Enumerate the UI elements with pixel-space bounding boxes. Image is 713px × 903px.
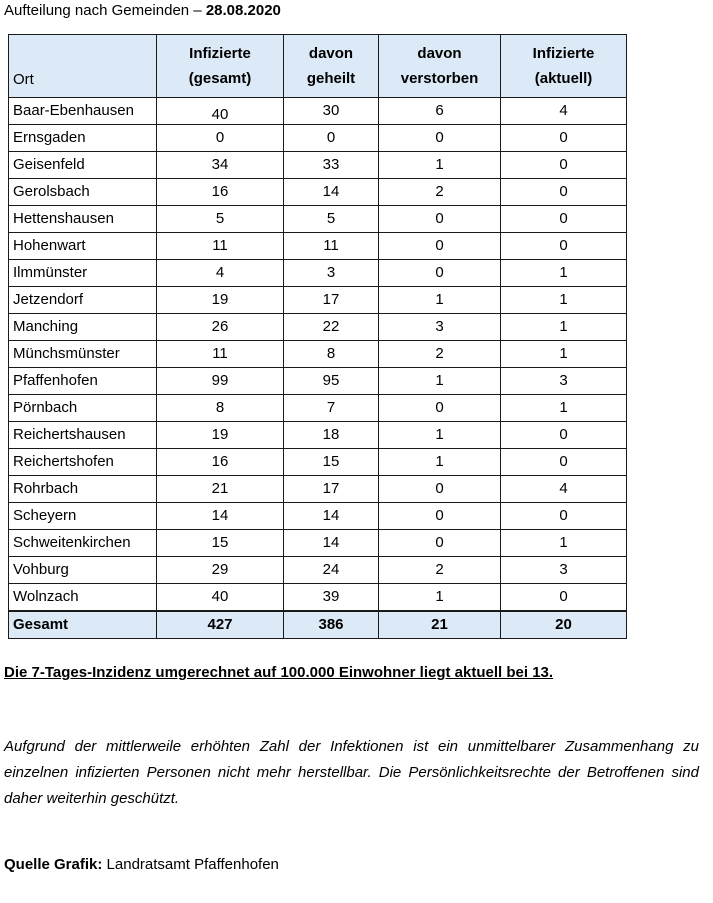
cell-geheilt: 22 [284,314,379,341]
header-line: (gesamt) [188,70,252,87]
table-row [9,152,627,179]
cell-geheilt: 24 [284,557,379,584]
cell-gesamt: 19 [157,422,284,449]
cell-gesamt: 26 [157,314,284,341]
cell-geheilt: 17 [284,287,379,314]
table-header-row [9,35,627,98]
cell-geheilt: 39 [284,584,379,612]
total-label: Gesamt [9,611,157,639]
table-row [9,368,627,395]
header-davon-geheilt [284,35,379,98]
cell-ort: Hohenwart [9,233,157,260]
cell-verstorben: 0 [379,395,501,422]
cell-geheilt: 14 [284,179,379,206]
heading-date: 28.08.2020 [205,2,281,19]
cell-gesamt: 0 [157,125,284,152]
cell-gesamt: 29 [157,557,284,584]
cell-geheilt: 15 [284,449,379,476]
table-total-row [9,611,627,639]
cell-ort: Jetzendorf [9,287,157,314]
cell-verstorben: 2 [379,179,501,206]
cell-aktuell: 0 [501,503,627,530]
cell-aktuell: 0 [501,449,627,476]
cell-verstorben: 0 [379,206,501,233]
cell-gesamt: 21 [157,476,284,503]
cell-gesamt: 16 [157,449,284,476]
infection-table [8,34,627,639]
table-row [9,206,627,233]
header-line: verstorben [400,70,479,87]
cell-ort: Reichertshausen [9,422,157,449]
cell-ort: Wolnzach [9,584,157,612]
source-label: Quelle Grafik: [4,856,103,873]
table-row [9,476,627,503]
cell-ort: Pfaffenhofen [9,368,157,395]
cell-geheilt: 30 [284,98,379,125]
incidence-statement: Die 7-Tages-Inzidenz umgerechnet auf 100.000 Einwohner liegt aktuell bei 13. [4,664,554,681]
cell-geheilt: 33 [284,152,379,179]
source-value: Landratsamt Pfaffenhofen [102,856,279,873]
cell-geheilt: 11 [284,233,379,260]
cell-geheilt: 8 [284,341,379,368]
cell-gesamt: 4 [157,260,284,287]
cell-aktuell: 3 [501,368,627,395]
cell-ort: Pörnbach [9,395,157,422]
cell-verstorben: 3 [379,314,501,341]
table-row [9,98,627,125]
header-line: geheilt [306,70,356,87]
cell-gesamt: 14 [157,503,284,530]
cell-gesamt: 16 [157,179,284,206]
cell-aktuell: 4 [501,98,627,125]
cell-verstorben: 1 [379,449,501,476]
cell-geheilt: 5 [284,206,379,233]
cell-aktuell: 0 [501,584,627,612]
table-row [9,449,627,476]
cell-ort: Scheyern [9,503,157,530]
cell-aktuell: 0 [501,152,627,179]
cell-gesamt: 40 [157,584,284,612]
header-line: davon [308,45,354,62]
header-infizierte-gesamt [157,35,284,98]
table-row [9,422,627,449]
table-row [9,584,627,612]
cell-ort: Schweitenkirchen [9,530,157,557]
page-heading [4,2,281,20]
cell-ort: Ernsgaden [9,125,157,152]
cell-gesamt: 15 [157,530,284,557]
header-infizierte-aktuell [501,35,627,98]
cell-ort: Geisenfeld [9,152,157,179]
cell-ort: Manching [9,314,157,341]
privacy-note: Aufgrund der mittlerweile erhöhten Zahl der Infektionen ist ein unmittelbarer Zusammenhang zu einzelnen infizierten Personen nicht mehr herstellbar. Die Persönlichkeitsrechte der Betroffenen sind daher weiterhin geschützt. [4,738,699,807]
cell-verstorben: 0 [379,503,501,530]
table-row [9,341,627,368]
cell-verstorben: 2 [379,557,501,584]
cell-aktuell: 1 [501,530,627,557]
cell-aktuell: 1 [501,341,627,368]
cell-geheilt: 17 [284,476,379,503]
cell-verstorben: 1 [379,287,501,314]
cell-geheilt: 0 [284,125,379,152]
cell-ort: Münchsmünster [9,341,157,368]
table-row [9,530,627,557]
header-davon-verstorben [379,35,501,98]
cell-aktuell: 1 [501,260,627,287]
cell-geheilt: 7 [284,395,379,422]
cell-aktuell: 0 [501,422,627,449]
table-row [9,503,627,530]
cell-geheilt: 14 [284,503,379,530]
cell-verstorben: 1 [379,368,501,395]
table-row [9,125,627,152]
cell-gesamt: 5 [157,206,284,233]
cell-verstorben: 0 [379,476,501,503]
cell-ort: Hettenshausen [9,206,157,233]
header-line: davon [417,45,462,62]
cell-ort: Ilmmünster [9,260,157,287]
cell-ort: Reichertshofen [9,449,157,476]
cell-verstorben: 0 [379,530,501,557]
cell-aktuell: 3 [501,557,627,584]
total-geheilt: 386 [284,611,379,639]
table-row [9,179,627,206]
cell-verstorben: 1 [379,152,501,179]
heading-prefix: Aufteilung nach Gemeinden – [4,2,206,19]
table-row [9,314,627,341]
cell-aktuell: 0 [501,206,627,233]
cell-gesamt: 11 [157,233,284,260]
cell-aktuell: 0 [501,125,627,152]
cell-aktuell: 1 [501,314,627,341]
cell-aktuell: 0 [501,179,627,206]
cell-ort: Vohburg [9,557,157,584]
cell-gesamt: 34 [157,152,284,179]
cell-aktuell: 0 [501,233,627,260]
source-line [4,856,279,873]
cell-verstorben: 2 [379,341,501,368]
cell-verstorben: 0 [379,125,501,152]
cell-geheilt: 3 [284,260,379,287]
table-row [9,287,627,314]
cell-gesamt: 99 [157,368,284,395]
cell-geheilt: 95 [284,368,379,395]
table-row [9,395,627,422]
cell-aktuell: 1 [501,287,627,314]
cell-geheilt: 18 [284,422,379,449]
cell-verstorben: 0 [379,233,501,260]
header-line: Infizierte [189,45,251,62]
table-row [9,557,627,584]
cell-gesamt: 19 [157,287,284,314]
total-verstorben: 21 [379,611,501,639]
cell-gesamt: 8 [157,395,284,422]
cell-ort: Rohrbach [9,476,157,503]
cell-verstorben: 0 [379,260,501,287]
header-line: Infizierte [532,45,595,62]
cell-gesamt: 40 [157,98,284,125]
cell-ort: Gerolsbach [9,179,157,206]
cell-ort: Baar-Ebenhausen [9,98,157,125]
total-aktuell: 20 [501,611,627,639]
cell-aktuell: 1 [501,395,627,422]
cell-geheilt: 14 [284,530,379,557]
total-gesamt: 427 [157,611,284,639]
cell-verstorben: 1 [379,584,501,612]
cell-verstorben: 1 [379,422,501,449]
table-row [9,233,627,260]
cell-aktuell: 4 [501,476,627,503]
table-row [9,260,627,287]
cell-verstorben: 6 [379,98,501,125]
cell-gesamt: 11 [157,341,284,368]
header-ort: Ort [9,35,157,98]
header-line: (aktuell) [534,70,593,87]
